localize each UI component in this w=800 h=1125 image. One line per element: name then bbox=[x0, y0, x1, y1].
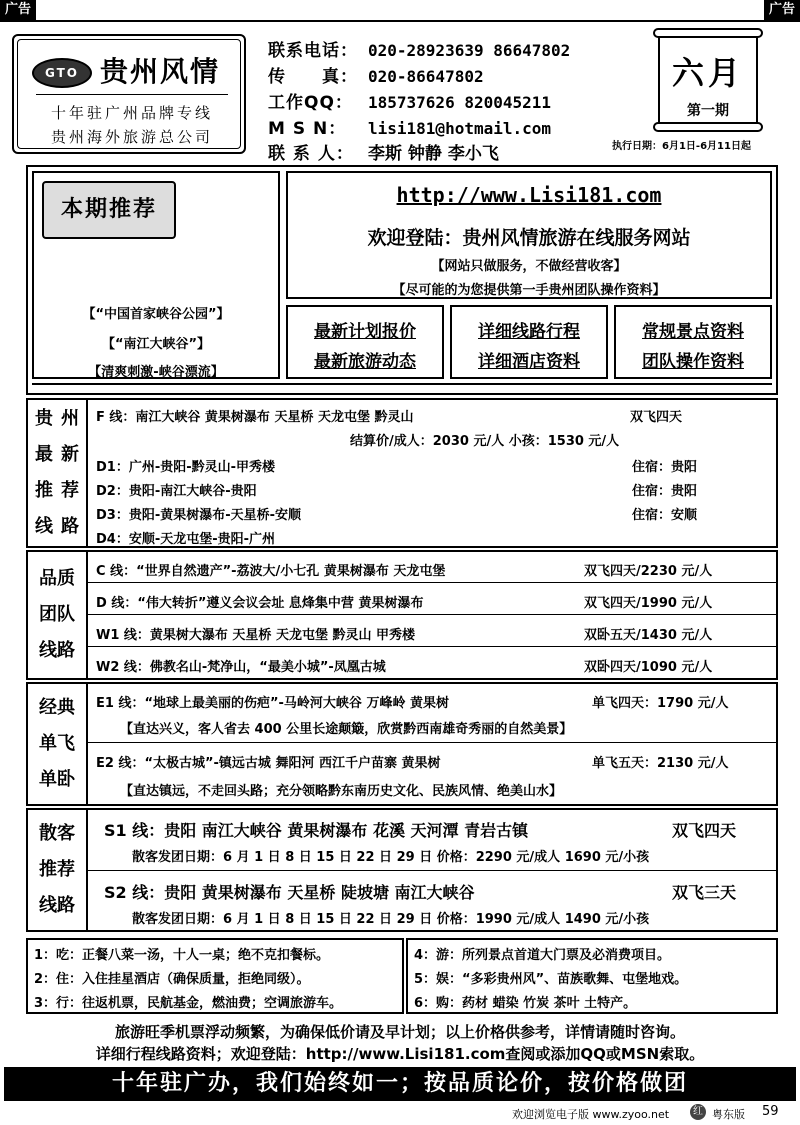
service-item: 5：娱：“多彩贵州风”、苗族歌舞、屯堡地戏。 bbox=[414, 972, 688, 987]
itinerary-stay: 住宿：安顺 bbox=[632, 508, 698, 523]
route-note: 【直达兴义，客人省去 400 公里长途颠簸，欣赏黔西南雄奇秀丽的自然美景】 bbox=[120, 722, 573, 737]
route-price: 双飞四天/2230 元/人 bbox=[584, 564, 713, 579]
contact-person: 联 系 人： 李斯 钟静 李小飞 bbox=[268, 144, 499, 164]
row-divider bbox=[86, 870, 776, 871]
row-divider bbox=[86, 742, 776, 743]
slogan-banner: 十年驻广办，我们始终如一；按品质论价，按价格做团 bbox=[4, 1067, 796, 1101]
company-name: 贵州风情 bbox=[100, 55, 221, 88]
quick-links bbox=[286, 305, 772, 379]
notice-website: 详细行程线路资料；欢迎登陆：http://www.Lisi181.com查阅或添加QQ或MSN索取。 bbox=[95, 1045, 705, 1063]
link-hotel-details[interactable]: 详细酒店资料 bbox=[478, 352, 580, 372]
itinerary-day: D4：安顺-天龙屯堡-贵阳-广州 bbox=[96, 532, 276, 547]
top-divider bbox=[0, 20, 800, 22]
route-price: 单飞四天：1790 元/人 bbox=[592, 696, 729, 711]
service-item: 2：住：入住挂星酒店（确保质量，拒绝同级）。 bbox=[34, 972, 310, 987]
section-individual-routes bbox=[26, 808, 778, 932]
website-url-link[interactable]: http://www.Lisi181.com bbox=[396, 183, 662, 207]
route-line: S2 线：贵阳 黄果树瀑布 天星桥 陡坡塘 南江大峡谷 bbox=[104, 883, 475, 902]
recommend-item: 【“南江大峡谷”】 bbox=[101, 337, 211, 352]
website-welcome: 欢迎登陆：贵州风情旅游在线服务网站 bbox=[367, 227, 691, 249]
itinerary-day: D2：贵阳-南江大峡谷-贵阳 bbox=[96, 484, 257, 499]
feature-bottom-bar bbox=[32, 383, 772, 393]
row-divider bbox=[86, 614, 776, 615]
link-scenic-info[interactable]: 常规景点资料 bbox=[642, 322, 744, 342]
ad-label-right: 广告 bbox=[764, 0, 800, 20]
service-item: 4：游：所列景点首道大门票及必消费项目。 bbox=[414, 948, 671, 963]
route-price: 单飞五天：2130 元/人 bbox=[592, 756, 729, 771]
recommend-tag: 本期推荐 bbox=[42, 181, 176, 239]
route-line: E1 线：“地球上最美丽的伤疤”-马岭河大峡谷 万峰岭 黄果树 bbox=[96, 696, 449, 711]
route-price: 双飞四天/1990 元/人 bbox=[584, 596, 713, 611]
issue-scroll bbox=[650, 28, 766, 132]
route-f-price: 结算价/成人：2030 元/人 小孩：1530 元/人 bbox=[350, 434, 620, 449]
route-f-line: F 线：南江大峡谷 黄果树瀑布 天星桥 天龙屯堡 黔灵山 bbox=[96, 410, 414, 425]
contact-qq: 工作QQ： 185737626 820045211 bbox=[268, 93, 552, 113]
link-group bbox=[286, 305, 444, 379]
row-divider bbox=[86, 646, 776, 647]
route-days: 双飞四天 bbox=[672, 821, 737, 840]
contact-msn: M S N： lisi181@hotmail.com bbox=[268, 119, 552, 139]
link-route-details[interactable]: 详细线路行程 bbox=[478, 322, 580, 342]
route-detail: 散客发团日期：6 月 1 日 8 日 15 日 22 日 29 日 价格：1990 元/成人 1490 元/小孩 bbox=[132, 912, 650, 927]
website-note: 【网站只做服务，不做经营收客】 bbox=[431, 259, 627, 274]
route-price: 双卧五天/1430 元/人 bbox=[584, 628, 713, 643]
section-label: 散客 推荐 线路 bbox=[28, 810, 88, 930]
globe-icon: GTO bbox=[32, 58, 92, 88]
scroll-body bbox=[658, 34, 758, 128]
link-latest-quotes[interactable]: 最新计划报价 bbox=[314, 322, 416, 342]
contact-fax: 传 真： 020-86647802 bbox=[268, 67, 484, 87]
logo-slogan: 十年驻广州品牌专线 bbox=[50, 104, 213, 122]
link-group-ops[interactable]: 团队操作资料 bbox=[642, 352, 744, 372]
page-number: 59 bbox=[762, 1104, 779, 1119]
itinerary-day: D1：广州-贵阳-黔灵山-甲秀楼 bbox=[96, 460, 276, 475]
service-item: 6：购：药材 蜡染 竹炭 茶叶 土特产。 bbox=[414, 996, 637, 1011]
website-note: 【尽可能的为您提供第一手贵州团队操作资料】 bbox=[392, 283, 666, 298]
recommend-item: 【清爽刺激-峡谷漂流】 bbox=[88, 365, 224, 380]
section-label: 品质 团队 线路 bbox=[28, 552, 88, 678]
services-left bbox=[26, 938, 404, 1014]
recommend-item: 【“中国首家峡谷公园”】 bbox=[82, 307, 230, 322]
route-line: S1 线：贵阳 南江大峡谷 黄果树瀑布 花溪 天河潭 青岩古镇 bbox=[104, 821, 529, 840]
section-classic-routes bbox=[26, 682, 778, 806]
row-divider bbox=[86, 582, 776, 583]
link-group bbox=[450, 305, 608, 379]
route-price: 双卧四天/1090 元/人 bbox=[584, 660, 713, 675]
notice-text: 旅游旺季机票浮动频繁，为确保低价请及早计划；以上价格供参考，详情请随时咨询。 bbox=[114, 1023, 685, 1041]
section-label: 经典 单飞 单卧 bbox=[28, 684, 88, 804]
execution-date: 执行日期：6月1日-6月11日起 bbox=[612, 141, 751, 152]
route-days: 双飞三天 bbox=[672, 883, 737, 902]
scroll-roll-bottom bbox=[653, 122, 763, 132]
route-line: D 线：“伟大转折”遵义会议会址 息烽集中营 黄果树瀑布 bbox=[96, 596, 424, 611]
section-quality-routes bbox=[26, 550, 778, 680]
service-item: 1：吃：正餐八菜一汤，十人一桌；绝不克扣餐标。 bbox=[34, 948, 330, 963]
route-line: W1 线：黄果树大瀑布 天星桥 天龙屯堡 黔灵山 甲秀楼 bbox=[96, 628, 416, 643]
recommend-box bbox=[32, 171, 280, 379]
service-item: 3：行：往返机票，民航基金，燃油费；空调旅游车。 bbox=[34, 996, 343, 1011]
contact-phone: 联系电话： 020-28923639 86647802 bbox=[268, 41, 571, 61]
link-latest-news[interactable]: 最新旅游动态 bbox=[314, 352, 416, 372]
logo-company: 贵州海外旅游总公司 bbox=[50, 128, 213, 146]
feature-block bbox=[26, 165, 778, 395]
logo-frame bbox=[17, 39, 241, 149]
route-note: 【直达镇远，不走回头路；充分领略黔东南历史文化、民族风情、绝美山水】 bbox=[120, 784, 563, 799]
route-line: W2 线：佛教名山-梵净山，“最美小城”-凤凰古城 bbox=[96, 660, 386, 675]
footer-edition: 粤东版 bbox=[712, 1108, 745, 1121]
services-right bbox=[406, 938, 778, 1014]
logo-divider bbox=[36, 94, 228, 95]
company-logo bbox=[12, 34, 246, 154]
route-detail: 散客发团日期：6 月 1 日 8 日 15 日 22 日 29 日 价格：2290 元/成人 1690 元/小孩 bbox=[132, 850, 650, 865]
website-box bbox=[286, 171, 772, 299]
itinerary-stay: 住宿：贵阳 bbox=[632, 460, 698, 475]
itinerary-stay: 住宿：贵阳 bbox=[632, 484, 698, 499]
link-group bbox=[614, 305, 772, 379]
section-latest-routes bbox=[26, 398, 778, 548]
issue-number: 第一期 bbox=[687, 103, 729, 119]
scroll-roll-top bbox=[653, 28, 763, 38]
ad-label-left: 广告 bbox=[0, 0, 36, 20]
route-f-days: 双飞四天 bbox=[630, 410, 683, 425]
footer-link[interactable]: 欢迎浏览电子版 www.zyoo.net bbox=[512, 1108, 670, 1121]
issue-month: 六月 bbox=[671, 54, 744, 92]
route-line: C 线：“世界自然遗产”-荔波大/小七孔 黄果树瀑布 天龙屯堡 bbox=[96, 564, 446, 579]
publisher-badge-icon: 红 bbox=[690, 1104, 706, 1120]
itinerary-day: D3：贵阳-黄果树瀑布-天星桥-安顺 bbox=[96, 508, 302, 523]
route-line: E2 线：“太极古城”-镇远古城 舞阳河 西江千户苗寨 黄果树 bbox=[96, 756, 441, 771]
section-label: 贵 州 最 新 推 荐 线 路 bbox=[28, 400, 88, 546]
